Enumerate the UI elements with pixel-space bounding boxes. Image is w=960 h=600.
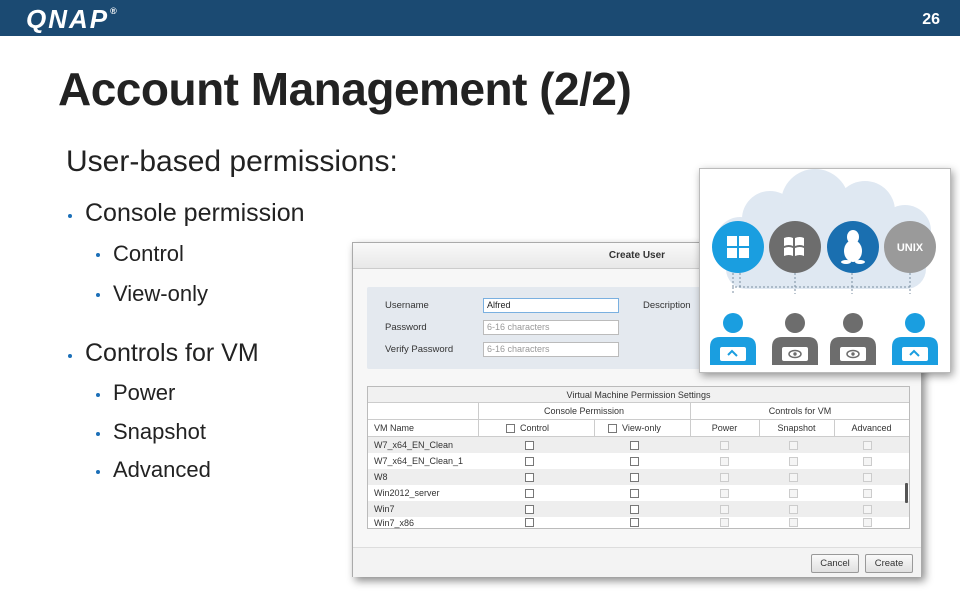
username-input[interactable]: Alfred: [483, 298, 619, 313]
bullet-advanced: Advanced: [113, 457, 211, 482]
slide-title: Account Management (2/2): [58, 63, 632, 115]
table-scrollbar[interactable]: [905, 483, 908, 503]
col-vm-name: VM Name: [374, 423, 415, 433]
vm-permission-table: [367, 386, 910, 529]
view-only-checkbox[interactable]: [630, 457, 639, 466]
power-checkbox[interactable]: [720, 489, 729, 498]
cloud-os-users-graphic: [700, 169, 950, 372]
vm-name: W7_x64_EN_Clean: [374, 440, 454, 450]
control-checkbox[interactable]: [525, 441, 534, 450]
top-bar: [0, 0, 960, 36]
power-checkbox[interactable]: [720, 441, 729, 450]
bullet-dot: [96, 293, 100, 297]
view-only-checkbox[interactable]: [630, 441, 639, 450]
user-figure-admin-1: [710, 313, 756, 365]
col-view-only: View-only: [622, 423, 661, 433]
username-label: Username: [385, 300, 429, 311]
table-row: [368, 469, 909, 485]
snapshot-checkbox[interactable]: [789, 505, 798, 514]
table-row: [368, 517, 909, 529]
vm-name: W8: [374, 472, 388, 482]
viewonly-all-checkbox[interactable]: [608, 424, 617, 433]
bullet-dot: [96, 393, 100, 397]
view-only-checkbox[interactable]: [630, 505, 639, 514]
page-number: 26: [922, 11, 940, 28]
power-checkbox[interactable]: [720, 505, 729, 514]
windows-blue-icon: [712, 221, 764, 273]
controls-for-vm-group: Controls for VM: [768, 406, 832, 416]
advanced-checkbox[interactable]: [863, 473, 872, 482]
power-checkbox[interactable]: [720, 518, 729, 527]
bullet-dot: [68, 354, 72, 358]
permissions-illustration: [699, 168, 951, 373]
col-control: Control: [520, 423, 550, 433]
dialog-title: Create User: [353, 243, 921, 269]
advanced-checkbox[interactable]: [863, 489, 872, 498]
windows-classic-icon: [769, 221, 821, 273]
view-only-checkbox[interactable]: [630, 518, 639, 527]
bullet-view-only: View-only: [113, 281, 208, 306]
snapshot-checkbox[interactable]: [789, 518, 798, 527]
snapshot-checkbox[interactable]: [789, 489, 798, 498]
unix-icon: [884, 221, 936, 273]
advanced-checkbox[interactable]: [863, 518, 872, 527]
bullet-snapshot: Snapshot: [113, 419, 206, 444]
table-row: [368, 501, 909, 517]
table-row: [368, 437, 909, 453]
control-checkbox[interactable]: [525, 489, 534, 498]
password-label: Password: [385, 322, 427, 333]
vm-name: Win2012_server: [374, 488, 440, 498]
verify-password-input[interactable]: 6-16 characters: [483, 342, 619, 357]
view-only-checkbox[interactable]: [630, 473, 639, 482]
advanced-checkbox[interactable]: [863, 505, 872, 514]
control-all-checkbox[interactable]: [506, 424, 515, 433]
bullet-power: Power: [113, 380, 176, 405]
user-figure-viewer-1: [772, 313, 818, 365]
col-snapshot: Snapshot: [777, 423, 816, 433]
power-checkbox[interactable]: [720, 473, 729, 482]
user-figure-admin-2: [892, 313, 938, 365]
snapshot-checkbox[interactable]: [789, 441, 798, 450]
create-button[interactable]: Create: [865, 554, 913, 573]
snapshot-checkbox[interactable]: [789, 457, 798, 466]
advanced-checkbox[interactable]: [863, 441, 872, 450]
slide-subtitle: User-based permissions:: [66, 145, 398, 178]
vm-permission-table-title: Virtual Machine Permission Settings: [368, 387, 909, 403]
vm-name: W7_x64_EN_Clean_1: [374, 456, 464, 466]
linux-tux-icon: [827, 221, 879, 273]
power-checkbox[interactable]: [720, 457, 729, 466]
vm-name: Win7_x86: [374, 518, 415, 528]
bullet-dot: [96, 432, 100, 436]
dialog-footer: [353, 547, 921, 577]
col-advanced: Advanced: [851, 423, 892, 433]
console-permission-group: Console Permission: [543, 406, 625, 416]
password-input[interactable]: 6-16 characters: [483, 320, 619, 335]
bullet-console-permission: Console permission: [85, 199, 305, 227]
bullet-control: Control: [113, 241, 184, 266]
verify-password-label: Verify Password: [385, 344, 454, 355]
qnap-logo: QNAP®: [26, 4, 119, 34]
control-checkbox[interactable]: [525, 518, 534, 527]
table-row: [368, 453, 909, 469]
view-only-checkbox[interactable]: [630, 489, 639, 498]
control-checkbox[interactable]: [525, 457, 534, 466]
bullet-dot: [96, 253, 100, 257]
control-checkbox[interactable]: [525, 505, 534, 514]
vm-name: Win7: [374, 504, 395, 514]
col-power: Power: [711, 423, 738, 433]
user-figure-viewer-2: [830, 313, 876, 365]
bullet-dot: [96, 470, 100, 474]
bullet-controls-for-vm: Controls for VM: [85, 339, 259, 367]
unix-label: UNIX: [896, 242, 924, 254]
advanced-checkbox[interactable]: [863, 457, 872, 466]
bullet-dot: [68, 214, 72, 218]
table-row: [368, 485, 909, 501]
snapshot-checkbox[interactable]: [789, 473, 798, 482]
control-checkbox[interactable]: [525, 473, 534, 482]
cancel-button[interactable]: Cancel: [811, 554, 859, 573]
description-label: Description: [643, 300, 691, 311]
